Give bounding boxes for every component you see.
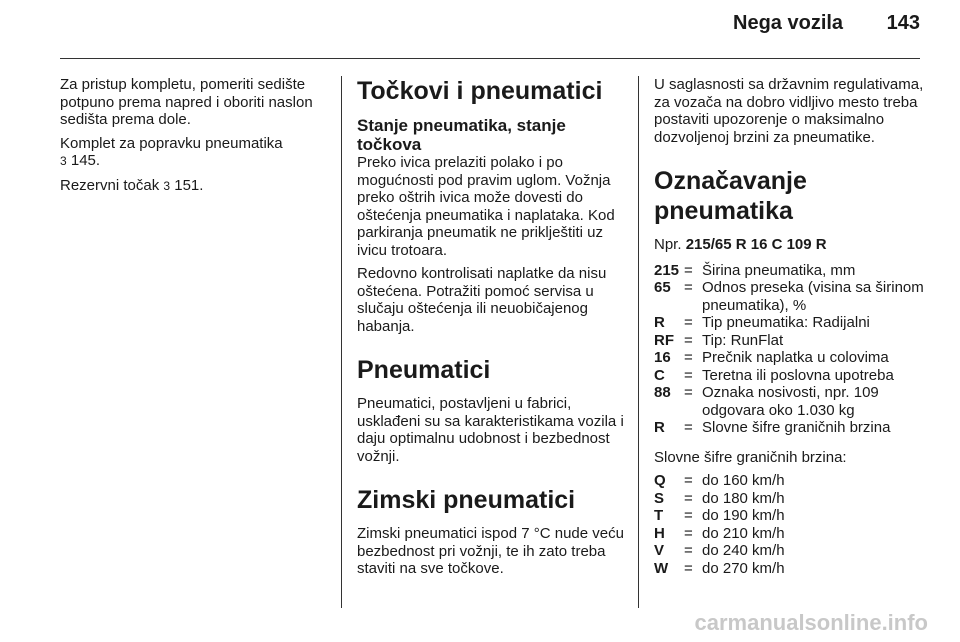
legend-row [654,525,924,543]
watermark: carmanualsonline.info [694,610,928,635]
paragraph: Pneumatici, postavljeni u fabrici, usklađeni su sa karakteristikama vozila i daju optimalnu udobnost i bezbednost vožnji. [357,395,624,465]
reference-arrow-icon: 3 [163,178,171,193]
legend-code: W [654,559,669,577]
legend-description: do 190 km/h [702,507,785,524]
column-divider [638,76,639,608]
equals-sign: = [684,331,693,349]
paragraph [60,177,326,196]
legend-row [654,472,924,490]
legend-description: Slovne šifre graničnih brzina [702,419,891,436]
legend-description: Tip: RunFlat [702,331,784,349]
legend-row [654,262,924,280]
legend-description: Tip pneumatika: Radijalni [702,314,870,331]
example-code: 215/65 R 16 C 109 R [685,236,827,253]
section-heading: Zimski pneumatici [357,486,576,514]
legend-description: do 210 km/h [702,524,785,542]
page-reference-link[interactable]: 151. [174,176,204,194]
column-divider [341,76,342,608]
paragraph-text: Rezervni točak [60,176,160,194]
legend-code: 65 [654,279,671,296]
paragraph: Slovne šifre graničnih brzina: [654,448,847,466]
legend-row [654,332,924,350]
legend-code: T [654,507,664,524]
column-1 [60,76,326,201]
page-header [733,12,920,35]
legend-code: R [654,314,665,331]
column-3 [654,76,924,577]
paragraph: Zimski pneumatici ispod 7 °C nude veću bezbednost pri vožnji, te ih zato treba staviti na sve točkove. [357,525,624,577]
legend-code: RF [654,331,674,349]
tire-code-legend [654,262,924,437]
column-2 [357,76,627,584]
equals-sign: = [684,542,693,559]
paragraph: Redovno kontrolisati naplatke da nisu oštećena. Potražiti pomoć servisa u slučaju oštećenja ili neuobičajenog habanja. [357,265,607,335]
legend-code: V [654,542,665,559]
paragraph [60,135,326,171]
header-rule [60,58,920,59]
section-heading: Pneumatici [357,356,491,384]
equals-sign: = [684,349,693,366]
legend-row [654,367,924,385]
legend-code: 16 [654,349,671,366]
equals-sign: = [684,366,693,384]
chapter-heading: Točkovi i pneumatici [357,77,603,105]
legend-description: do 270 km/h [702,559,785,577]
equals-sign: = [684,384,693,401]
legend-code: C [654,366,665,384]
subheading: Stanje pneumatika, stanje točkova [357,116,566,154]
legend-description: do 240 km/h [702,542,785,559]
legend-code: H [654,524,665,542]
legend-description: do 180 km/h [702,489,785,507]
equals-sign: = [684,279,693,296]
legend-code: R [654,419,665,436]
equals-sign: = [684,314,693,331]
section-heading: Označavanje pneumatika [654,167,807,225]
tire-code-example [654,236,924,254]
legend-row [654,560,924,578]
legend-code: S [654,489,665,507]
equals-sign: = [684,472,693,489]
legend-row [654,542,924,560]
legend-row [654,419,924,437]
example-prefix: Npr. [654,236,682,253]
legend-row [654,279,924,314]
equals-sign: = [684,261,693,279]
equals-sign: = [684,524,693,542]
speed-code-legend [654,472,924,577]
legend-code: 215 [654,261,680,279]
section-title: Nega vozila [733,12,844,34]
page-number: 143 [886,12,920,34]
paragraph: U saglasnosti sa državnim regulativama, za vozača na dobro vidljivo mesto treba postaviti upozorenje o maksimalno dozvoljenoj brzini za pneumatike. [654,76,924,146]
legend-description: Teretna ili poslovna upotreba [702,366,894,384]
legend-description: Širina pneumatika, mm [702,261,856,279]
equals-sign: = [684,489,693,507]
legend-row [654,314,924,332]
legend-description: Oznaka nosivosti, npr. 109 odgovara oko 1.030 kg [702,384,879,419]
legend-row [654,349,924,367]
equals-sign: = [684,507,693,524]
reference-arrow-icon: 3 [60,154,67,168]
legend-description: do 160 km/h [702,472,785,489]
legend-row [654,490,924,508]
legend-code: Q [654,472,666,489]
paragraph: Preko ivica prelaziti polako i po mogućnosti pod pravim uglom. Vožnja preko oštrih ivica može dovesti do oštećenja pneumatika i naplataka. Kod parkiranja pneumatik ne priklještiti uz ivicu trotoara. [357,154,615,259]
equals-sign: = [684,419,693,436]
paragraph: Za pristup kompletu, pomeriti sedište potpuno prema napred i oboriti naslon sedišta prema dole. [60,76,313,128]
legend-description: Prečnik naplatka u colovima [702,349,889,366]
paragraph-text: Komplet za popravku pneumatika [60,134,283,152]
legend-description: Odnos preseka (visina sa širinom pneumatika), % [702,279,924,314]
legend-code: 88 [654,384,671,401]
legend-row [654,507,924,525]
equals-sign: = [684,559,693,577]
page-reference-link[interactable]: 145. [70,152,101,169]
legend-row [654,384,924,419]
